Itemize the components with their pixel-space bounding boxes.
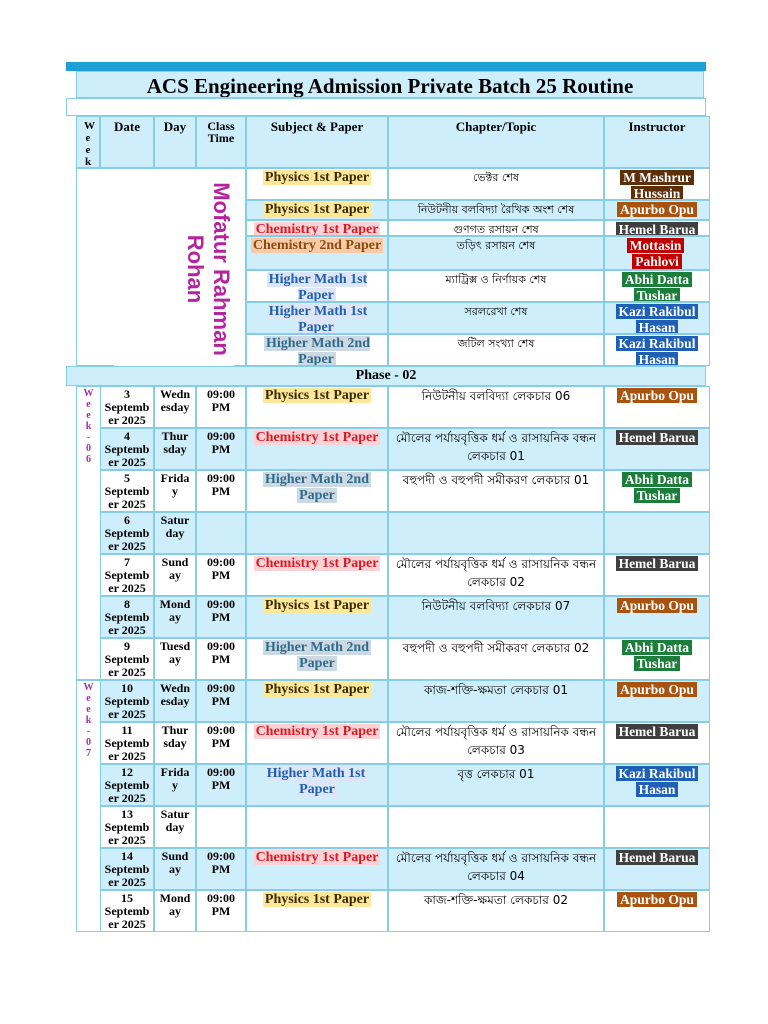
subject-label: Chemistry 1st Paper xyxy=(255,724,379,739)
subject-cell xyxy=(246,638,388,680)
time-cell xyxy=(196,764,246,806)
time-cell xyxy=(196,554,246,596)
instructor-badge: Apurbo Opu xyxy=(617,682,697,697)
time-line: PM xyxy=(211,442,231,456)
topic-cell xyxy=(388,428,604,470)
instructor-badge: Kazi Rakibul Hasan xyxy=(616,304,699,334)
week-char: 0 xyxy=(86,737,91,748)
topic-label: ভেক্টর শেষ xyxy=(473,171,519,184)
time-line: 09:00 xyxy=(207,597,235,611)
week-char: e xyxy=(86,410,91,421)
time-line: 09:00 xyxy=(207,555,235,569)
phase1-subject-cell xyxy=(246,168,388,200)
phase1-topic-cell xyxy=(388,168,604,200)
student-name-vertical: Mofatur Rahman Rohan xyxy=(183,182,234,356)
subject-label: Higher Math 1st Paper xyxy=(268,304,368,334)
day-line: day xyxy=(165,526,185,540)
day-line: Satur xyxy=(160,807,190,821)
date-cell xyxy=(100,848,154,890)
day-line: Frida xyxy=(160,765,190,779)
date-line: 4 xyxy=(124,429,130,443)
date-line: 5 xyxy=(124,471,130,485)
day-cell xyxy=(154,596,196,638)
date-line: 6 xyxy=(124,513,130,527)
topic-cell xyxy=(388,722,604,764)
instructor-badge: Abhi Datta Tushar xyxy=(622,272,692,302)
student-name-cell xyxy=(114,170,234,368)
time-line: PM xyxy=(211,694,231,708)
header-subject-label: Subject & Paper xyxy=(270,119,364,134)
topic-cell xyxy=(388,890,604,932)
subject-cell xyxy=(246,386,388,428)
instructor-badge: Kazi Rakibul Hasan xyxy=(616,336,699,366)
instructor-badge: Apurbo Opu xyxy=(617,388,697,403)
topic-cell xyxy=(388,806,604,848)
subject-label: Higher Math 1st Paper xyxy=(268,272,368,302)
header-class-time xyxy=(196,116,246,168)
day-line: Mond xyxy=(159,597,191,611)
phase1-subject-cell xyxy=(246,236,388,270)
day-line: y xyxy=(172,484,178,498)
week-char: e xyxy=(86,399,91,410)
time-line: PM xyxy=(211,484,231,498)
subject-label: Physics 1st Paper xyxy=(264,892,370,907)
time-cell xyxy=(196,638,246,680)
topic-cell xyxy=(388,386,604,428)
subject-label: Higher Math 2nd Paper xyxy=(265,472,369,503)
phase1-topic-cell xyxy=(388,334,604,366)
day-line: sday xyxy=(163,442,187,456)
date-line: Septemb xyxy=(104,820,150,834)
day-line: esday xyxy=(160,694,190,708)
subject-cell xyxy=(246,806,388,848)
day-line: y xyxy=(172,778,178,792)
instructor-badge: Hemel Barua xyxy=(616,850,699,865)
instructor-cell xyxy=(604,386,710,428)
subject-cell xyxy=(246,764,388,806)
subject-label: Chemistry 1st Paper xyxy=(255,222,379,236)
phase1-topic-cell xyxy=(388,236,604,270)
day-cell xyxy=(154,512,196,554)
time-line: 09:00 xyxy=(207,387,235,401)
day-line: ay xyxy=(169,568,181,582)
week-label-7 xyxy=(76,680,100,932)
time-line: 09:00 xyxy=(207,765,235,779)
day-cell xyxy=(154,470,196,512)
date-line: er 2025 xyxy=(108,623,146,637)
day-line: esday xyxy=(160,400,190,414)
time-line: PM xyxy=(211,904,231,918)
time-cell xyxy=(196,890,246,932)
date-cell xyxy=(100,470,154,512)
time-cell xyxy=(196,848,246,890)
time-line: PM xyxy=(211,652,231,666)
date-line: Septemb xyxy=(104,610,150,624)
day-cell xyxy=(154,722,196,764)
header-week-label: Week xyxy=(84,120,95,168)
date-line: Septemb xyxy=(104,400,150,414)
subject-label: Higher Math 2nd Paper xyxy=(265,640,369,671)
date-cell xyxy=(100,764,154,806)
topic-label: সরলরেখা শেষ xyxy=(464,305,528,318)
date-line: 14 xyxy=(121,849,133,863)
date-line: er 2025 xyxy=(108,539,146,553)
subject-cell xyxy=(246,428,388,470)
time-cell xyxy=(196,470,246,512)
subject-label: Chemistry 1st Paper xyxy=(255,430,379,445)
day-line: ay xyxy=(169,652,181,666)
instructor-badge: Abhi Datta Tushar xyxy=(622,472,692,503)
topic-cell xyxy=(388,848,604,890)
date-cell xyxy=(100,428,154,470)
date-cell xyxy=(100,806,154,848)
page-title-text: ACS Engineering Admission Private Batch 25 Routine xyxy=(146,74,634,98)
subject-cell xyxy=(246,890,388,932)
phase1-subject-cell xyxy=(246,270,388,302)
instructor-badge: Abhi Datta Tushar xyxy=(622,640,692,671)
time-cell xyxy=(196,428,246,470)
time-line: 09:00 xyxy=(207,891,235,905)
day-cell xyxy=(154,806,196,848)
day-cell xyxy=(154,386,196,428)
phase1-instructor-cell xyxy=(604,334,710,366)
subject-label: Chemistry 1st Paper xyxy=(255,556,379,571)
time-cell xyxy=(196,512,246,554)
date-line: 8 xyxy=(124,597,130,611)
time-line: 09:00 xyxy=(207,471,235,485)
instructor-badge: Hemel Barua xyxy=(616,556,699,571)
day-line: Thur xyxy=(161,723,189,737)
topic-cell xyxy=(388,638,604,680)
phase1-instructor-cell xyxy=(604,220,710,236)
date-line: Septemb xyxy=(104,778,150,792)
topic-cell xyxy=(388,596,604,638)
day-line: Sund xyxy=(161,849,189,863)
day-line: ay xyxy=(169,904,181,918)
week-char: W xyxy=(83,682,94,693)
day-cell xyxy=(154,680,196,722)
topic-label: মৌলের পর্যায়বৃত্তিক ধর্ম ও রাসায়নিক বন্ধন লেকচার 04 xyxy=(395,851,597,883)
spacer-row xyxy=(66,98,706,116)
time-line: 09:00 xyxy=(207,681,235,695)
time-line: 09:00 xyxy=(207,849,235,863)
date-line: Septemb xyxy=(104,736,150,750)
time-line: PM xyxy=(211,862,231,876)
instructor-badge: Apurbo Opu xyxy=(617,892,697,907)
topic-cell xyxy=(388,680,604,722)
topic-label: বৃত্ত লেকচার 01 xyxy=(457,767,535,781)
phase1-topic-cell xyxy=(388,302,604,334)
week-char: 7 xyxy=(86,748,91,759)
topic-cell xyxy=(388,512,604,554)
week-char: 0 xyxy=(86,443,91,454)
page-title xyxy=(76,71,704,98)
day-line: sday xyxy=(163,736,187,750)
day-line: Mond xyxy=(159,891,191,905)
subject-cell xyxy=(246,848,388,890)
instructor-cell xyxy=(604,890,710,932)
phase1-topic-cell xyxy=(388,220,604,236)
time-line: PM xyxy=(211,778,231,792)
week-char: e xyxy=(86,693,91,704)
date-line: er 2025 xyxy=(108,875,146,889)
date-line: er 2025 xyxy=(108,749,146,763)
date-line: er 2025 xyxy=(108,833,146,847)
instructor-cell xyxy=(604,428,710,470)
subject-label: Physics 1st Paper xyxy=(264,388,370,403)
phase1-topic-cell xyxy=(388,200,604,220)
date-cell xyxy=(100,638,154,680)
time-line: PM xyxy=(211,610,231,624)
day-cell xyxy=(154,638,196,680)
date-line: 12 xyxy=(121,765,133,779)
phase1-subject-cell xyxy=(246,220,388,236)
date-line: Septemb xyxy=(104,904,150,918)
date-line: 10 xyxy=(121,681,133,695)
instructor-badge: Hemel Barua xyxy=(616,222,699,236)
topic-label: তড়িৎ রসায়ন শেষ xyxy=(456,239,536,252)
day-line: day xyxy=(165,820,185,834)
subject-cell xyxy=(246,470,388,512)
time-line: 09:00 xyxy=(207,429,235,443)
topic-label: গুণগত রসায়ন শেষ xyxy=(453,223,539,236)
subject-cell xyxy=(246,512,388,554)
day-cell xyxy=(154,848,196,890)
date-line: 11 xyxy=(121,723,133,737)
phase1-instructor-cell xyxy=(604,200,710,220)
day-line: Thur xyxy=(161,429,189,443)
instructor-badge: M Mashrur Hussain xyxy=(620,170,694,200)
date-line: 7 xyxy=(124,555,130,569)
week-char: k xyxy=(85,421,92,432)
day-line: Sund xyxy=(161,555,189,569)
date-line: er 2025 xyxy=(108,413,146,427)
instructor-cell xyxy=(604,764,710,806)
header-date-label: Date xyxy=(114,119,140,134)
instructor-cell xyxy=(604,512,710,554)
week-char: - xyxy=(86,432,91,443)
instructor-badge: Hemel Barua xyxy=(616,724,699,739)
week-char: - xyxy=(86,726,91,737)
header-class-time-label: Class Time xyxy=(207,119,235,145)
time-cell xyxy=(196,806,246,848)
subject-label: Chemistry 1st Paper xyxy=(255,850,379,865)
subject-label: Physics 1st Paper xyxy=(264,202,370,217)
date-cell xyxy=(100,680,154,722)
instructor-cell xyxy=(604,638,710,680)
header-subject xyxy=(246,116,388,168)
instructor-badge: Hemel Barua xyxy=(616,430,699,445)
day-line: Wedn xyxy=(159,681,190,695)
phase-label xyxy=(66,366,706,386)
day-line: Wedn xyxy=(159,387,190,401)
time-line: PM xyxy=(211,736,231,750)
subject-cell xyxy=(246,680,388,722)
header-topic-label: Chapter/Topic xyxy=(455,119,537,134)
topic-label: নিউটনীয় বলবিদ্যা লেকচার 06 xyxy=(421,389,571,403)
day-line: Tuesd xyxy=(159,639,191,653)
topic-label: জটিল সংখ্যা শেষ xyxy=(457,337,535,350)
instructor-cell xyxy=(604,722,710,764)
time-line: PM xyxy=(211,400,231,414)
date-cell xyxy=(100,554,154,596)
date-line: 13 xyxy=(121,807,133,821)
instructor-badge: Apurbo Opu xyxy=(617,598,697,613)
date-line: Septemb xyxy=(104,442,150,456)
phase1-instructor-cell xyxy=(604,302,710,334)
date-cell xyxy=(100,512,154,554)
phase1-instructor-cell xyxy=(604,236,710,270)
topic-label: বহুপদী ও বহুপদী সমীকরণ লেকচার 01 xyxy=(402,473,590,487)
instructor-cell xyxy=(604,806,710,848)
date-cell xyxy=(100,386,154,428)
instructor-badge: Mottasin Pahlovi xyxy=(627,238,685,269)
phase1-subject-cell xyxy=(246,302,388,334)
date-line: 3 xyxy=(124,387,130,401)
date-line: Septemb xyxy=(104,694,150,708)
topic-label: নিউটনীয় বলবিদ্যা লেকচার 07 xyxy=(421,599,571,613)
instructor-badge: Kazi Rakibul Hasan xyxy=(616,766,699,797)
phase1-topic-cell xyxy=(388,270,604,302)
phase1-instructor-cell xyxy=(604,270,710,302)
subject-label: Chemistry 2nd Paper xyxy=(252,238,382,253)
date-line: er 2025 xyxy=(108,581,146,595)
subject-cell xyxy=(246,554,388,596)
topic-label: কাজ-শক্তি-ক্ষমতা লেকচার 01 xyxy=(424,683,568,697)
phase1-subject-cell xyxy=(246,334,388,366)
week-char: k xyxy=(85,715,92,726)
date-line: 15 xyxy=(121,891,133,905)
top-accent-bar xyxy=(66,62,706,71)
subject-label: Physics 1st Paper xyxy=(264,598,370,613)
week-char: 6 xyxy=(86,454,91,465)
topic-label: ম্যাট্রিক্স ও নির্ণায়ক শেষ xyxy=(445,273,547,286)
day-line: ay xyxy=(169,610,181,624)
time-line: 09:00 xyxy=(207,639,235,653)
subject-label: Physics 1st Paper xyxy=(264,682,370,697)
topic-cell xyxy=(388,554,604,596)
day-line: Frida xyxy=(160,471,190,485)
week-char: W xyxy=(83,388,94,399)
header-day-label: Day xyxy=(163,119,187,134)
date-line: er 2025 xyxy=(108,917,146,931)
day-cell xyxy=(154,428,196,470)
header-topic xyxy=(388,116,604,168)
subject-cell xyxy=(246,722,388,764)
day-cell xyxy=(154,554,196,596)
date-line: 9 xyxy=(124,639,130,653)
date-cell xyxy=(100,596,154,638)
time-cell xyxy=(196,386,246,428)
phase-label-text: Phase - 02 xyxy=(355,368,417,383)
time-cell xyxy=(196,722,246,764)
date-line: Septemb xyxy=(104,526,150,540)
subject-cell xyxy=(246,596,388,638)
subject-label: Physics 1st Paper xyxy=(264,170,370,185)
topic-label: মৌলের পর্যায়বৃত্তিক ধর্ম ও রাসায়নিক বন্ধন লেকচার 03 xyxy=(395,725,597,757)
date-line: er 2025 xyxy=(108,497,146,511)
header-instructor-label: Instructor xyxy=(628,119,686,134)
instructor-cell xyxy=(604,596,710,638)
date-line: er 2025 xyxy=(108,665,146,679)
week-char: e xyxy=(86,704,91,715)
topic-label: মৌলের পর্যায়বৃত্তিক ধর্ম ও রাসায়নিক বন্ধন লেকচার 01 xyxy=(395,431,597,463)
date-cell xyxy=(100,890,154,932)
topic-label: বহুপদী ও বহুপদী সমীকরণ লেকচার 02 xyxy=(402,641,590,655)
header-instructor xyxy=(604,116,710,168)
time-cell xyxy=(196,596,246,638)
day-cell xyxy=(154,890,196,932)
subject-label: Higher Math 2nd Paper xyxy=(266,336,370,366)
date-line: Septemb xyxy=(104,652,150,666)
day-line: ay xyxy=(169,862,181,876)
header-week xyxy=(76,116,100,168)
instructor-badge: Apurbo Opu xyxy=(617,202,697,217)
subject-label: Higher Math 1st Paper xyxy=(266,766,366,797)
date-cell xyxy=(100,722,154,764)
date-line: Septemb xyxy=(104,568,150,582)
topic-cell xyxy=(388,764,604,806)
day-cell xyxy=(154,764,196,806)
time-line: PM xyxy=(211,568,231,582)
header-date xyxy=(100,116,154,168)
topic-label: মৌলের পর্যায়বৃত্তিক ধর্ম ও রাসায়নিক বন্ধন লেকচার 02 xyxy=(395,557,597,589)
instructor-cell xyxy=(604,680,710,722)
instructor-cell xyxy=(604,848,710,890)
topic-label: নিউটনীয় বলবিদ্যা রৈখিক অংশ শেষ xyxy=(417,203,575,216)
time-line: 09:00 xyxy=(207,723,235,737)
instructor-cell xyxy=(604,470,710,512)
date-line: Septemb xyxy=(104,484,150,498)
phase1-instructor-cell xyxy=(604,168,710,200)
header-day xyxy=(154,116,196,168)
week-label-6 xyxy=(76,386,100,680)
date-line: er 2025 xyxy=(108,791,146,805)
date-line: Septemb xyxy=(104,862,150,876)
time-cell xyxy=(196,680,246,722)
phase1-subject-cell xyxy=(246,200,388,220)
topic-cell xyxy=(388,470,604,512)
routine-sheet xyxy=(66,62,710,938)
date-line: er 2025 xyxy=(108,455,146,469)
day-line: Satur xyxy=(160,513,190,527)
instructor-cell xyxy=(604,554,710,596)
date-line: er 2025 xyxy=(108,707,146,721)
topic-label: কাজ-শক্তি-ক্ষমতা লেকচার 02 xyxy=(424,893,568,907)
